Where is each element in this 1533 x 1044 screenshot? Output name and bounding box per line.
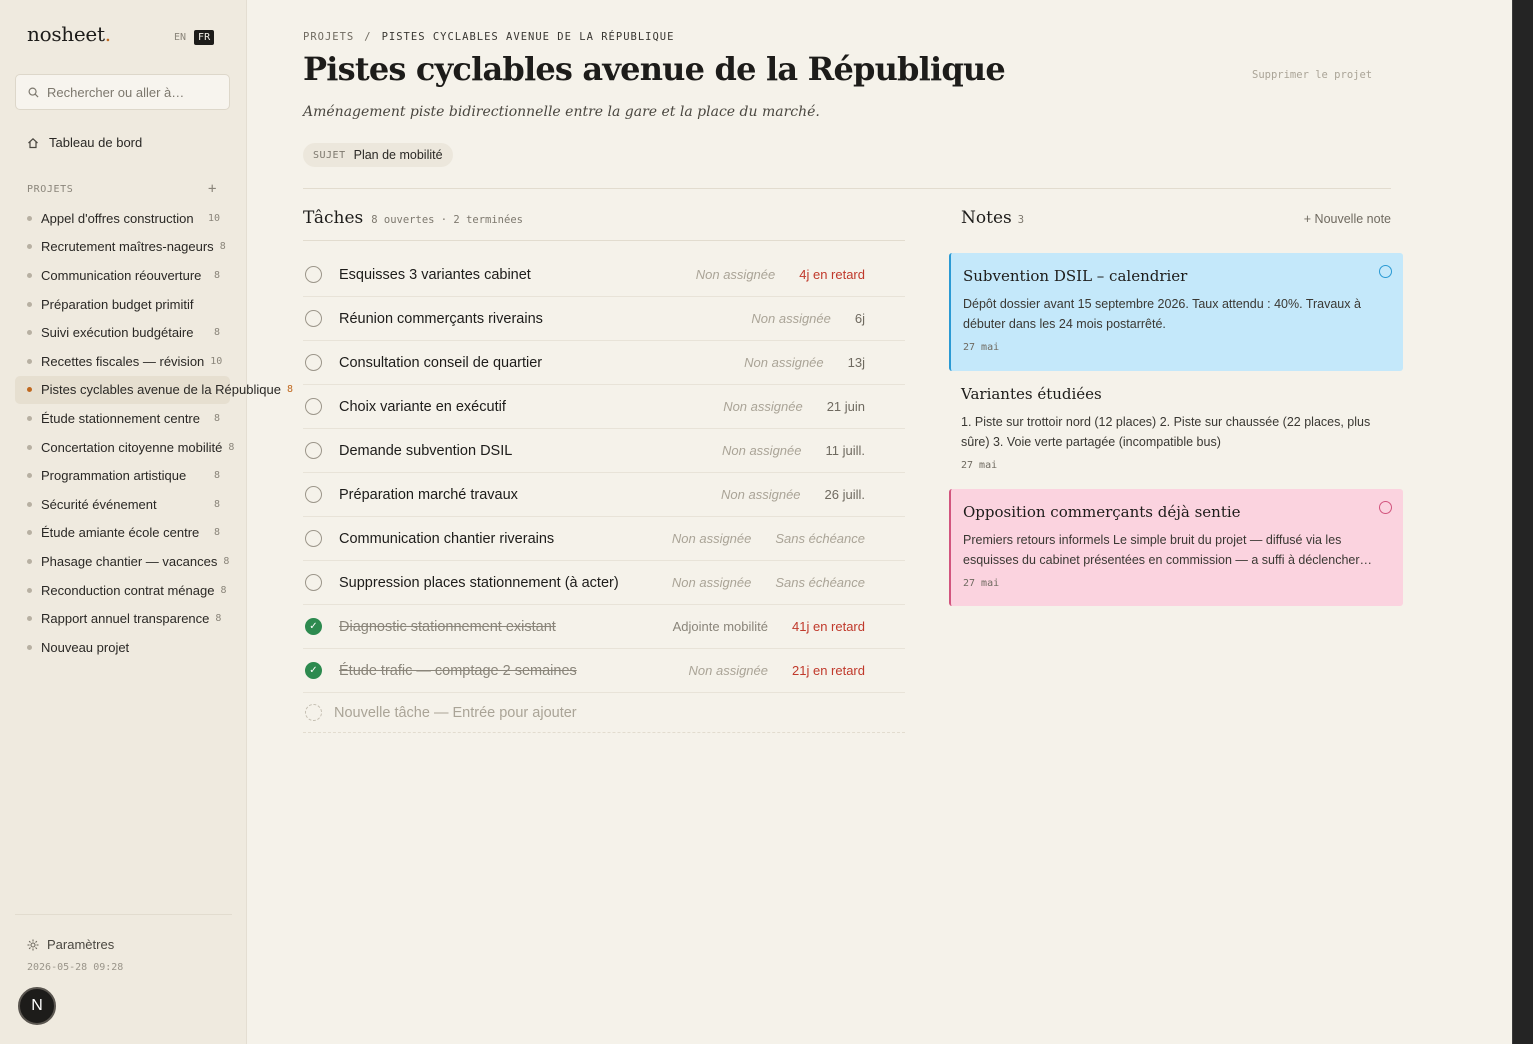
new-task-input[interactable]: Nouvelle tâche — Entrée pour ajouter (334, 704, 577, 721)
note-body: Dépôt dossier avant 15 septembre 2026. Taux attendu : 40%. Travaux à débuter dans les 24 mois postarrêté. (963, 297, 1361, 331)
task-row[interactable] (303, 341, 905, 385)
note-date: 27 mai (963, 342, 1000, 353)
task-name[interactable]: Communication chantier riverains (339, 530, 555, 547)
project-count: 8 (220, 584, 227, 596)
task-assignee[interactable]: Non assignée (721, 443, 802, 458)
task-row[interactable] (303, 385, 905, 429)
sidebar-project-item[interactable] (15, 233, 230, 262)
project-bullet-icon (27, 445, 32, 450)
project-name: Suivi exécution budgétaire (41, 325, 194, 341)
project-name: Communication réouverture (41, 267, 202, 283)
project-name: Sécurité événement (41, 496, 157, 512)
project-name: Pistes cyclables avenue de la République (41, 382, 281, 398)
task-assignee[interactable]: Adjointe mobilité (672, 619, 768, 634)
project-bullet-icon (27, 302, 32, 307)
sidebar (0, 0, 293, 1044)
task-due[interactable]: 4j en retard (799, 267, 865, 282)
project-bullet-icon (27, 502, 32, 507)
sidebar-project-item[interactable] (15, 547, 230, 576)
project-count: 8 (213, 527, 220, 539)
project-name: Programmation artistique (41, 468, 187, 484)
project-name: Recettes fiscales — révision (41, 353, 205, 369)
task-list (303, 253, 905, 733)
notes-count: 3 (1017, 214, 1025, 226)
project-name: Recrutement maîtres-nageurs (41, 239, 214, 255)
note-pin-icon[interactable] (1379, 501, 1392, 514)
project-name: Reconduction contrat ménage (41, 582, 215, 598)
breadcrumb-current: PISTES CYCLABLES AVENUE DE LA RÉPUBLIQUE (381, 31, 675, 43)
circle-checkbox[interactable] (305, 310, 322, 327)
settings-label: Paramètres (47, 937, 115, 952)
task-assignee[interactable]: Non assignée (671, 575, 752, 590)
project-count: 8 (219, 241, 226, 253)
search-icon (28, 87, 39, 98)
sidebar-project-item[interactable] (15, 318, 230, 347)
notes-header (961, 208, 1391, 228)
project-count: 8 (228, 441, 235, 453)
task-name[interactable]: Préparation marché travaux (339, 486, 518, 503)
task-due[interactable]: 13j (847, 355, 865, 370)
circle-checkbox[interactable] (305, 266, 322, 283)
note-title: Subvention DSIL – calendrier (963, 267, 1188, 285)
breadcrumb (303, 31, 674, 43)
note-pin-icon[interactable] (1379, 265, 1392, 278)
project-bullet-icon (27, 244, 32, 249)
sidebar-item-dashboard[interactable] (27, 135, 142, 150)
add-project-button[interactable]: + (207, 181, 217, 197)
add-note-button[interactable]: + Nouvelle note (1303, 212, 1391, 226)
projects-label: PROJETS (27, 183, 74, 195)
app-logo[interactable]: nosheet. (27, 22, 111, 46)
task-due[interactable]: Sans échéance (775, 575, 865, 590)
gear-icon (27, 939, 39, 951)
search-box[interactable] (15, 74, 230, 110)
task-assignee[interactable]: Non assignée (671, 531, 752, 546)
tasks-title: Tâches (303, 208, 364, 228)
task-row[interactable] (303, 561, 905, 605)
task-assignee[interactable]: Non assignée (751, 311, 831, 326)
project-count: 10 (207, 212, 220, 224)
project-bullet-icon (27, 530, 32, 535)
task-assignee[interactable]: Non assignée (744, 355, 824, 370)
circle-checkbox[interactable] (305, 398, 322, 415)
project-bullet-icon (27, 273, 32, 278)
project-bullet-icon (27, 559, 32, 564)
task-name[interactable]: Suppression places stationnement (à acter) (339, 574, 619, 591)
page-title[interactable]: Pistes cyclables avenue de la République (303, 50, 1005, 88)
note-card[interactable] (949, 371, 1403, 489)
task-row[interactable] (303, 649, 905, 693)
task-assignee[interactable]: Non assignée (723, 399, 803, 414)
project-name: Étude stationnement centre (41, 410, 200, 426)
project-count: 8 (286, 384, 293, 396)
task-assignee[interactable]: Non assignée (695, 267, 776, 282)
sidebar-project-item[interactable] (15, 204, 230, 233)
sidebar-project-item[interactable] (15, 604, 230, 633)
divider (303, 188, 1391, 189)
project-count: 10 (210, 355, 223, 367)
sidebar-project-item[interactable] (15, 347, 230, 376)
sidebar-project-item[interactable] (15, 576, 230, 605)
clock: 2026-05-28 09:28 (27, 962, 124, 973)
task-due[interactable]: 41j en retard (792, 619, 865, 634)
circle-checkbox[interactable] (305, 530, 322, 547)
circle-checkbox[interactable] (305, 442, 322, 459)
task-name[interactable]: Choix variante en exécutif (339, 398, 506, 415)
check-icon[interactable]: ✓ (305, 662, 322, 679)
task-row[interactable] (303, 517, 905, 561)
project-count: 8 (213, 327, 220, 339)
lang-en-button[interactable]: EN (174, 32, 187, 43)
new-task-circle-icon (305, 704, 322, 721)
project-bullet-icon (27, 359, 32, 364)
task-assignee[interactable]: Non assignée (721, 487, 801, 502)
project-description[interactable]: Aménagement piste bidirectionnelle entre la gare et la place du marché. (303, 104, 820, 120)
task-assignee[interactable]: Non assignée (688, 663, 768, 678)
note-body: 1. Piste sur trottoir nord (12 places) 2. Piste sur chaussée (22 places, plus sûre) 3. Voie verte partagée (incompatible bus) (961, 415, 1371, 449)
search-input[interactable] (47, 85, 217, 100)
task-name[interactable]: Réunion commerçants riverains (339, 310, 543, 327)
task-name[interactable]: Consultation conseil de quartier (339, 354, 543, 371)
breadcrumb-separator: / (364, 31, 372, 43)
project-bullet-icon (27, 387, 32, 392)
task-row[interactable] (303, 605, 905, 649)
task-row[interactable] (303, 297, 905, 341)
project-count: 8 (223, 555, 230, 567)
sidebar-project-item[interactable] (15, 404, 230, 433)
settings-button[interactable] (27, 937, 114, 952)
project-count: 8 (213, 412, 220, 424)
project-bullet-icon (27, 588, 32, 593)
language-switcher (170, 30, 214, 45)
project-bullet-icon (27, 330, 32, 335)
sidebar-project-item[interactable] (15, 433, 235, 462)
task-due[interactable]: 21 juin (826, 399, 865, 414)
lang-fr-button[interactable]: FR (194, 30, 214, 45)
note-card[interactable] (949, 489, 1403, 606)
task-due[interactable]: 11 juill. (825, 443, 865, 458)
project-bullet-icon (27, 616, 32, 621)
task-row[interactable] (303, 429, 905, 473)
subject-tag[interactable] (303, 143, 453, 167)
task-row[interactable] (303, 473, 905, 517)
sidebar-project-item[interactable] (15, 376, 293, 405)
notes-title: Notes (961, 208, 1012, 228)
subject-tag-value: Plan de mobilité (353, 148, 443, 162)
project-name: Concertation citoyenne mobilité (41, 439, 223, 455)
devtools-panel[interactable] (1512, 0, 1533, 1044)
circle-checkbox[interactable] (305, 486, 322, 503)
tasks-header (303, 208, 905, 241)
project-list (15, 204, 293, 662)
sidebar-project-item[interactable] (15, 490, 230, 519)
avatar[interactable]: N (18, 987, 56, 1025)
breadcrumb-root[interactable]: PROJETS (303, 31, 355, 43)
home-icon (27, 137, 39, 149)
project-name: Phasage chantier — vacances (41, 553, 218, 569)
project-count: 8 (213, 470, 220, 482)
task-due[interactable]: Sans échéance (775, 531, 865, 546)
note-body: Premiers retours informels Le simple bruit du projet — diffusé via les esquisses du cabinet présentées en commission — a suffi à déclencher… (963, 533, 1373, 567)
note-title: Variantes étudiées (961, 385, 1102, 403)
task-row[interactable] (303, 253, 905, 297)
circle-checkbox[interactable] (305, 354, 322, 371)
circle-checkbox[interactable] (305, 574, 322, 591)
projects-header (27, 181, 217, 197)
project-name: Nouveau projet (41, 639, 130, 655)
project-name: Préparation budget primitif (41, 296, 194, 312)
task-name[interactable]: Demande subvention DSIL (339, 442, 513, 459)
project-count: 8 (213, 269, 220, 281)
delete-project-button[interactable]: Supprimer le projet (1252, 69, 1373, 81)
sidebar-project-item[interactable] (15, 633, 230, 662)
sidebar-project-item[interactable] (15, 461, 230, 490)
project-name: Étude amiante école centre (41, 525, 200, 541)
task-due[interactable]: 6j (854, 311, 865, 326)
task-name[interactable]: Esquisses 3 variantes cabinet (339, 266, 531, 283)
note-card[interactable] (949, 253, 1403, 371)
note-title: Opposition commerçants déjà sentie (963, 503, 1241, 521)
task-name[interactable]: Étude trafic — comptage 2 semaines (339, 662, 577, 679)
check-icon[interactable]: ✓ (305, 618, 322, 635)
note-date: 27 mai (961, 460, 998, 471)
task-due[interactable]: 26 juill. (824, 487, 865, 502)
task-due[interactable]: 21j en retard (792, 663, 865, 678)
project-bullet-icon (27, 216, 32, 221)
project-count: 8 (213, 498, 220, 510)
new-task-row[interactable] (303, 693, 905, 733)
project-bullet-icon (27, 645, 32, 650)
sidebar-project-item[interactable] (15, 261, 230, 290)
sidebar-project-item[interactable] (15, 519, 230, 548)
sidebar-project-item[interactable] (15, 290, 230, 319)
divider (15, 914, 232, 915)
project-name: Rapport annuel transparence (41, 611, 210, 627)
subject-tag-key: SUJET (313, 149, 346, 161)
project-bullet-icon (27, 473, 32, 478)
tasks-summary: 8 ouvertes · 2 terminées (371, 214, 523, 226)
dashboard-label: Tableau de bord (49, 135, 143, 150)
project-count: 8 (215, 613, 222, 625)
note-date: 27 mai (963, 578, 1000, 589)
project-name: Appel d'offres construction (41, 210, 194, 226)
project-bullet-icon (27, 416, 32, 421)
task-name[interactable]: Diagnostic stationnement existant (339, 618, 556, 635)
